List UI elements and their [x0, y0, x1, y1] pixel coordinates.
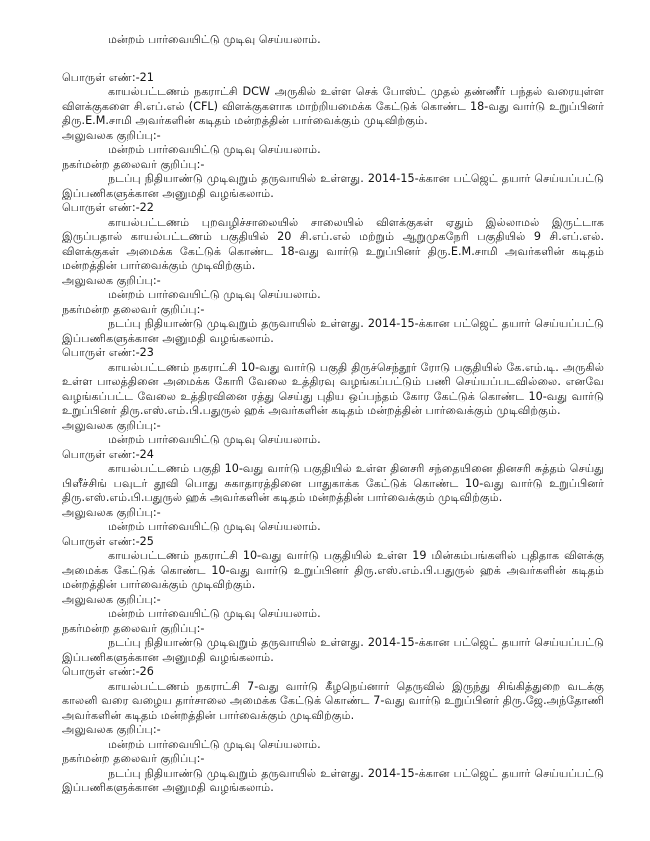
item-body: காயல்பட்டணம் நகராட்சி 10-வது வார்டு பகுதியில் உள்ள 19 மின்கம்பங்களில் புதிதாக விளக்கு அமைக்க கேட்டுக் கொண்ட 10-வது வார்டு உறுப்பினர் திரு.எஸ்.எம்.பி.பதுருல் ஹக் அவர்களின் கடிதம் மன்றத்தின் பார்வைக்கும் முடிவிற்கும்.: [62, 549, 604, 591]
office-note-label: அலுவலக குறிப்பு:-: [62, 418, 161, 432]
chair-note-label: நகர்மன்ற தலைவர் குறிப்பு:-: [62, 302, 205, 316]
item-heading: பொருள் எண்:-26: [62, 665, 154, 678]
item-body: காயல்பட்டணம் பகுதி 10-வது வார்டு பகுதியில் உள்ள தினசரி சந்தையினை தினசரி சுத்தம் செய்து பிளீச்சிங் பவுடர் தூவி பொது சுகாதாரத்தினை பாதுகாக்க கேட்டுக் கொண்ட 10-வது வார்டு உறுப்பினர் திரு.எஸ்.எம்.பி.பதுருல் ஹக் அவர்களின் கடிதம் மன்றத்தின் பார்வைக்கும் முடிவிற்கும்.: [62, 462, 604, 504]
agenda-item-26: [62, 665, 604, 796]
office-note: மன்றம் பார்வையிட்டு முடிவு செய்யலாம்.: [108, 143, 321, 156]
item-body: காயல்பட்டணம் நகராட்சி 7-வது வார்டு கீழநெய்னார் தெருவில் இருந்து சிங்கித்துறை வடக்கு காலனி வரை வழைய தார்சாலை அமைக்க கேட்டுக் கொண்ட 7-வது வார்டு உறுப்பினர் திரு.ஜே.அந்தோணி அவர்களின் கடிதம் மன்றத்தின் பார்வைக்கும் முடிவிற்கும்.: [62, 679, 604, 722]
office-note-label: அலுவலக குறிப்பு:-: [62, 505, 161, 519]
chair-note-label: நகர்மன்ற தலைவர் குறிப்பு:-: [62, 157, 205, 171]
item-body: காயல்பட்டணம் நகராட்சி 10-வது வார்டு பகுதி திருச்செந்தூர் ரோடு பகுதியில் கே.எம்.டி. அருகில் உள்ள பாலத்தினை அமைக்க கோரி வேலை உத்திரவு வழங்கப்பட்டும் பணி செய்யப்படவில்லை. எனவே வழங்கப்பட்ட வேலை உத்திரவினை ரத்து செய்து புதிய ஒப்பந்தம் கோர கேட்டுக் கொண்ட 10-வது வார்டு உறுப்பினர் திரு.எஸ்.எம்.பி.பதுருல் ஹக் அவர்களின் கடிதம் மன்றத்தின் பார்வைக்கும் முடிவிற்கும்.: [62, 360, 604, 417]
item-body: காயல்பட்டணம் நகராட்சி DCW அருகில் உள்ள செக் போஸ்ட் முதல் தண்ணீர் பந்தல் வரையுள்ள விளக்குகளை சி.எப்.எல் (CFL) விளக்குகளாக மாற்றியமைக்க கேட்டுக் கொண்ட 18-வது வார்டு உறுப்பினர் திரு.E.M.சாமி அவர்களின் கடிதம் மன்றத்தின் பார்வைக்கும் முடிவிற்கும்.: [62, 85, 604, 127]
item-heading: பொருள் எண்:-24: [62, 447, 154, 461]
office-note: மன்றம் பார்வையிட்டு முடிவு செய்யலாம்.: [108, 288, 321, 301]
agenda-item-21: [62, 71, 604, 202]
agenda-item-22: [62, 201, 604, 346]
item-heading: பொருள் எண்:-23: [62, 346, 154, 359]
office-note-label: அலுவலக குறிப்பு:-: [62, 592, 161, 606]
document-page: [62, 33, 604, 833]
office-note: மன்றம் பார்வையிட்டு முடிவு செய்யலாம்.: [108, 520, 321, 533]
agenda-item-25: [62, 535, 604, 666]
office-note: மன்றம் பார்வையிட்டு முடிவு செய்யலாம்.: [108, 433, 321, 446]
office-note: மன்றம் பார்வையிட்டு முடிவு செய்யலாம்.: [108, 607, 321, 620]
agenda-item-23: [62, 346, 604, 448]
chair-note: நடப்பு நிதியாண்டு முடிவுறும் தருவாயில் உள்ளது. 2014-15-க்கான பட்ஜெட் தயார் செய்யப்பட்டு இப்பணிகளுக்கான அனுமதி வழங்கலாம்.: [62, 172, 604, 200]
item-heading: பொருள் எண்:-25: [62, 534, 154, 548]
item-body: காயல்பட்டணம் புறவழிச்சாலையில் சாலையில் விளக்குகள் ஏதும் இல்லாமல் இருட்டாக இருப்பதால் காயல்பட்டணம் பகுதியில் 20 சி.எப்.எல் மற்றும் ஆறுமுகநேரி பகுதியில் 9 சி.எப்.எல். விளக்குகள் அமைக்க கேட்டுக் கொண்ட 18-வது வார்டு உறுப்பினர் திரு.E.M.சாமி அவர்களின் கடிதம் மன்றத்தின் பார்வைக்கும் முடிவிற்கும்.: [62, 215, 604, 272]
item-heading: பொருள் எண்:-22: [62, 201, 154, 214]
office-note-label: அலுவலக குறிப்பு:-: [62, 128, 161, 142]
carryover-office-note: மன்றம் பார்வையிட்டு முடிவு செய்யலாம்.: [108, 33, 321, 46]
office-note-label: அலுவலக குறிப்பு:-: [62, 723, 161, 736]
office-note: மன்றம் பார்வையிட்டு முடிவு செய்யலாம்.: [108, 737, 321, 751]
chair-note: நடப்பு நிதியாண்டு முடிவுறும் தருவாயில் உள்ளது. 2014-15-க்கான பட்ஜெட் தயார் செய்யப்பட்டு இப்பணிகளுக்கான அனுமதி வழங்கலாம்.: [62, 766, 604, 794]
chair-note-label: நகர்மன்ற தலைவர் குறிப்பு:-: [62, 752, 205, 765]
item-heading: பொருள் எண்:-21: [62, 70, 154, 84]
agenda-item-24: [62, 448, 604, 535]
chair-note: நடப்பு நிதியாண்டு முடிவுறும் தருவாயில் உள்ளது. 2014-15-க்கான பட்ஜெட் தயார் செய்யப்பட்டு இப்பணிகளுக்கான அனுமதி வழங்கலாம்.: [62, 636, 604, 664]
chair-note-label: நகர்மன்ற தலைவர் குறிப்பு:-: [62, 621, 205, 635]
chair-note: நடப்பு நிதியாண்டு முடிவுறும் தருவாயில் உள்ளது. 2014-15-க்கான பட்ஜெட் தயார் செய்யப்பட்டு இப்பணிகளுக்கான அனுமதி வழங்கலாம்.: [62, 317, 604, 345]
office-note-label: அலுவலக குறிப்பு:-: [62, 273, 161, 287]
